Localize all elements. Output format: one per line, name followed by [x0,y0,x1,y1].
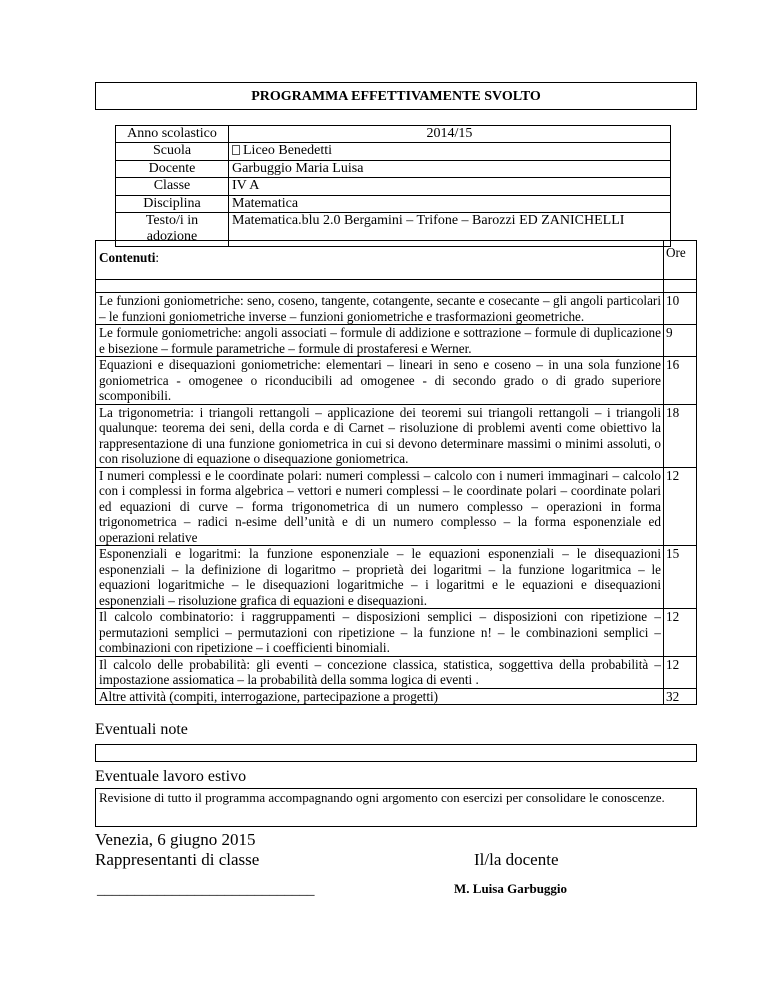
scuola-label: Scuola [116,143,229,160]
content-row [96,357,697,405]
hours-cell: 10 [664,293,697,325]
scuola-cell [229,143,671,160]
content-header-cell [96,241,664,280]
hours-cell: 18 [664,404,697,467]
teacher-label: Il/la docente [474,850,559,869]
notes-box [95,744,697,762]
topic-cell: La trigonometria: i triangoli rettangoli – applicazione dei teoremi sui triangoli rettangoli – i triangoli qualunque: teorema dei seni, della corda e di Carnet – risoluzione di problemi aventi come obiettivo la rappresentazione di una funzione goniometrica in cui si devono determinare massimi o minimi assoluti, o con risoluzione di equazione o disequazione goniometrica. [96,404,664,467]
topic-cell: Il calcolo delle probabilità: gli eventi – concezione classica, statistica, soggettiva della probabilità – impostazione assiomatica – la probabilità della somma logica di eventi . [96,656,664,688]
content-table [95,240,697,705]
place-date: Venezia, 6 giugno 2015 [95,830,256,849]
content-row [96,656,697,688]
hours-cell: 32 [664,688,697,705]
anno-value: 2014/15 [229,126,671,143]
hours-cell: 9 [664,325,697,357]
testo-label: Testo/i in adozione [116,213,229,247]
title-box [95,82,697,110]
info-row-classe [116,178,671,195]
hours-cell: 12 [664,609,697,657]
topic-cell: Le funzioni goniometriche: seno, coseno, tangente, cotangente, secante e cosecante – gli angoli particolari – le funzioni goniometriche inverse – funzioni goniometriche e trasformazioni geometriche. [96,293,664,325]
info-row-anno [116,126,671,143]
info-row-disciplina [116,195,671,212]
signature-line: _____________________________ [97,882,315,898]
testo-value: Matematica.blu 2.0 Bergamini – Trifone – Barozzi ED ZANICHELLI [229,213,671,247]
hours-cell: 16 [664,357,697,405]
hours-cell: 12 [664,656,697,688]
info-row-docente [116,160,671,177]
docente-value: Garbuggio Maria Luisa [229,160,671,177]
content-row [96,546,697,609]
content-row [96,404,697,467]
classe-label: Classe [116,178,229,195]
spacer-cell [664,280,697,293]
hours-header: Ore [664,241,697,280]
topic-cell: Le formule goniometriche: angoli associati – formule di addizione e sottrazione – formule di duplicazione e bisezione – formule parametriche – formule di prostaferesi e Werner. [96,325,664,357]
contenuti-label: Contenuti [99,250,156,265]
disciplina-label: Disciplina [116,195,229,212]
topic-cell: I numeri complessi e le coordinate polari: numeri complessi – calcolo con i numeri immaginari – calcolo con i complessi in forma algebrica – vettori e numeri complessi – le coordinate polari – coordinate polari ed equazioni di curve – forma trigonometrica di un numero complesso – operazioni in forma trigonometrica – radici n-esime dell’unità e di un numero complesso – la forma esponenziale ed operazioni relative [96,467,664,546]
content-row [96,467,697,546]
class-reps-label: Rappresentanti di classe [95,850,260,869]
content-row [96,325,697,357]
content-row [96,293,697,325]
hours-cell: 12 [664,467,697,546]
topic-cell: Equazioni e disequazioni goniometriche: elementari – lineari in seno e coseno – in una sola funzione goniometrica - omogenee o riconducibili ad omogenee - di secondo grado o di grado superiore scomponibili. [96,357,664,405]
summer-work-label: Eventuale lavoro estivo [95,768,247,785]
disciplina-value: Matematica [229,195,671,212]
spacer-cell [96,280,664,293]
notes-label: Eventuali note [95,721,188,738]
content-row [96,688,697,705]
content-row [96,609,697,657]
contenuti-colon: : [155,250,160,265]
info-table [115,125,671,247]
docente-label: Docente [116,160,229,177]
topic-cell: Altre attività (compiti, interrogazione, partecipazione a progetti) [96,688,664,705]
content-spacer-row [96,280,697,293]
page-title: PROGRAMMA EFFETTIVAMENTE SVOLTO [251,89,541,104]
topic-cell: Esponenziali e logaritmi: la funzione esponenziale – le equazioni esponenziali – le disequazioni esponenziali – la definizione di logaritmo – proprietà dei logaritmi – la funzione logaritmica – le equazioni logaritmiche – le disequazioni logaritmiche – i logaritmi e le equazioni e disequazioni esponenziali – risoluzione grafica di equazioni e disequazioni. [96,546,664,609]
classe-value: IV A [229,178,671,195]
scuola-value: Liceo Benedetti [243,143,333,159]
topic-cell: Il calcolo combinatorio: i raggruppamenti – disposizioni semplici – disposizioni con ripetizione – permutazioni semplici – permutazioni con ripetizione – la funzione n! – le combinazioni semplici – combinazioni con ripetizione – i coefficienti binomiali. [96,609,664,657]
content-header-row [96,241,697,280]
anno-label: Anno scolastico [116,126,229,143]
teacher-name: M. Luisa Garbuggio [454,881,568,896]
hours-cell: 15 [664,546,697,609]
summer-work-box: Revisione di tutto il programma accompagnando ogni argomento con esercizi per consolidare le conoscenze. [95,788,697,827]
info-row-scuola [116,143,671,160]
checkbox-icon [232,145,240,155]
